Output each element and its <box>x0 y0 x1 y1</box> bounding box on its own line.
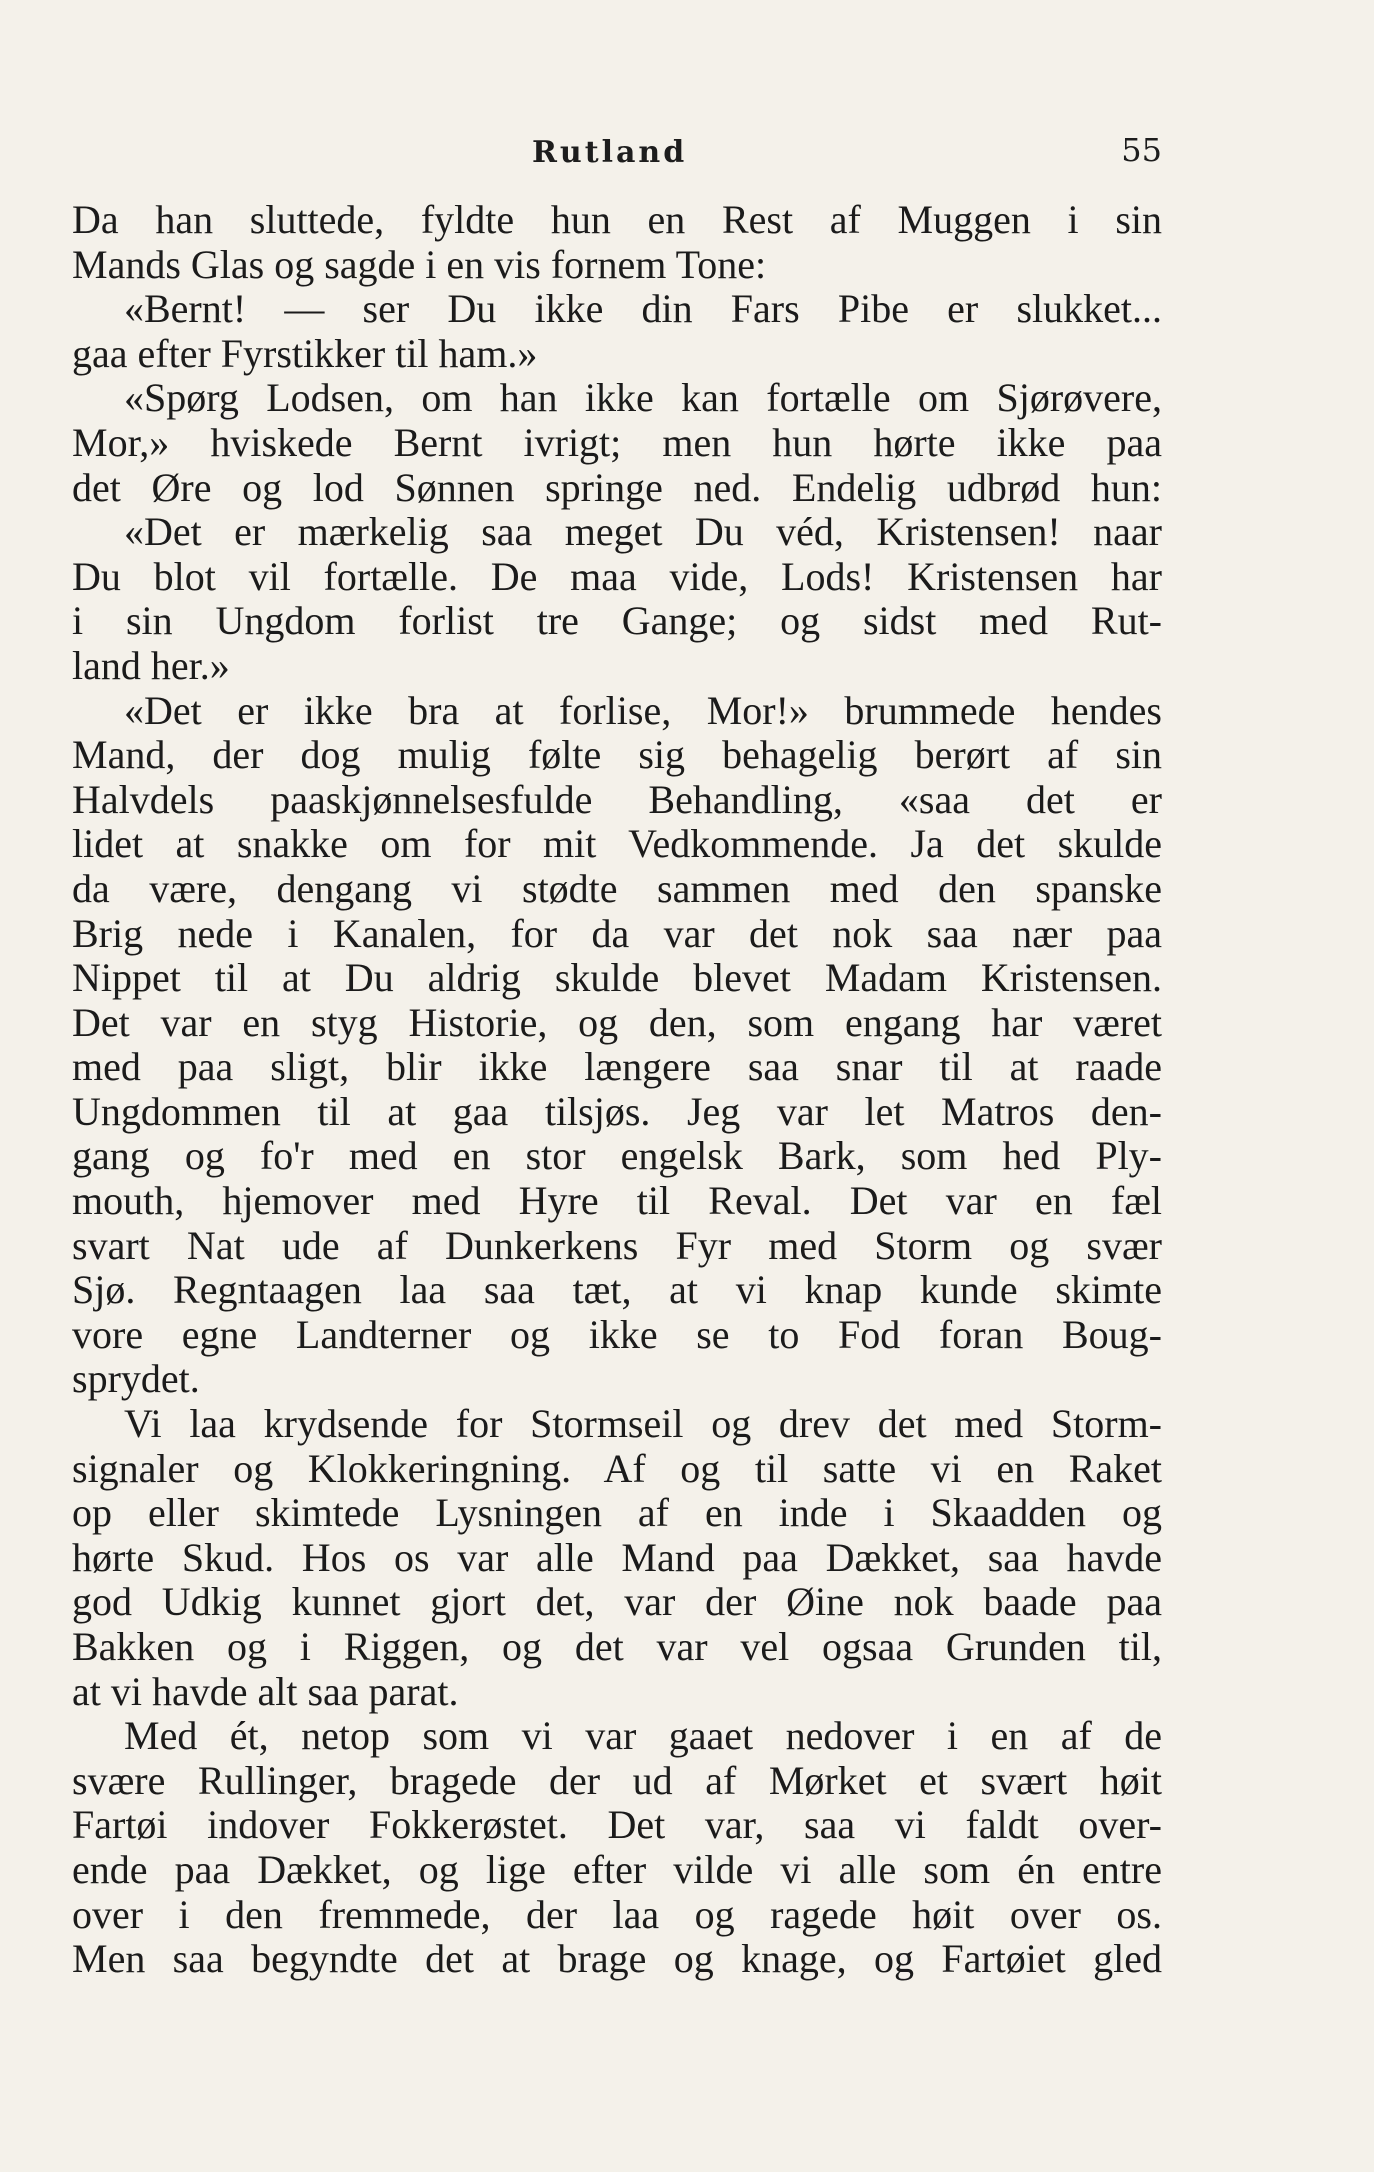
text-line: Med ét, netop som vi var gaaet nedover i en af de <box>124 1713 1162 1759</box>
text-line: Mand, der dog mulig følte sig behagelig berørt af sin <box>72 732 1162 778</box>
text-line: i sin Ungdom forlist tre Gange; og sidst med Rut- <box>72 598 1162 644</box>
text-line: Vi laa krydsende for Stormseil og drev det med Storm- <box>124 1401 1162 1447</box>
text-line: vore egne Landterner og ikke se to Fod foran Boug- <box>72 1311 1162 1357</box>
text-line: over i den fremmede, der laa og ragede høit over os. <box>72 1891 1162 1937</box>
text-line: sprydet. <box>72 1356 200 1402</box>
text-line: ende paa Dækket, og lige efter vilde vi alle som én entre <box>72 1846 1162 1892</box>
text-line: Halvdels paaskjønnelsesfulde Behandling, «saa det er <box>72 776 1162 822</box>
running-title: Rutland <box>532 135 688 170</box>
text-line: svære Rullinger, bragede der ud af Mørket et svært høit <box>72 1757 1162 1803</box>
text-line: hørte Skud. Hos os var alle Mand paa Dækket, saa havde <box>72 1534 1162 1580</box>
text-line: Bakken og i Riggen, og det var vel ogsaa Grunden til, <box>72 1624 1162 1669</box>
text-line: Da han sluttede, fyldte hun en Rest af Muggen i sin <box>72 197 1162 242</box>
text-line: det Øre og lod Sønnen springe ned. Endelig udbrød hun: <box>72 464 1162 510</box>
text-line: god Udkig kunnet gjort det, var der Øine nok baade paa <box>72 1579 1162 1625</box>
text-line: land her.» <box>72 642 230 688</box>
text-line: Nippet til at Du aldrig skulde blevet Madam Kristensen. <box>72 955 1162 1001</box>
text-line: «Det er mærkelig saa meget Du véd, Kristensen! naar <box>124 509 1162 555</box>
text-line: gang og fo'r med en stor engelsk Bark, som hed Ply- <box>72 1133 1162 1179</box>
page-header <box>72 131 1162 175</box>
text-line: at vi havde alt saa parat. <box>72 1668 459 1714</box>
text-line: da være, dengang vi stødte sammen med den spanske <box>72 865 1162 911</box>
body-text <box>72 198 1162 1982</box>
text-line: «Bernt! — ser Du ikke din Fars Pibe er slukket... <box>124 286 1162 332</box>
text-line: op eller skimtede Lysningen af en inde i Skaadden og <box>72 1490 1162 1536</box>
text-line: Fartøi indover Fokkerøstet. Det var, saa vi faldt over- <box>72 1802 1162 1848</box>
text-line: «Det er ikke bra at forlise, Mor!» brummede hendes <box>124 687 1162 733</box>
text-line: Mor,» hviskede Bernt ivrigt; men hun hørte ikke paa <box>72 419 1162 465</box>
text-line: Sjø. Regntaagen laa saa tæt, at vi knap kunde skimte <box>72 1267 1162 1313</box>
text-line: Det var en styg Historie, og den, som engang har været <box>72 999 1162 1045</box>
page-number: 55 <box>1121 131 1162 169</box>
text-line: Men saa begyndte det at brage og knage, og Fartøiet gled <box>72 1936 1162 1982</box>
text-line: signaler og Klokkeringning. Af og til satte vi en Raket <box>72 1445 1162 1491</box>
text-line: Du blot vil fortælle. De maa vide, Lods! Kristensen har <box>72 553 1162 599</box>
text-line: Mands Glas og sagde i en vis fornem Tone: <box>72 241 767 287</box>
text-line: mouth, hjemover med Hyre til Reval. Det var en fæl <box>72 1178 1162 1224</box>
text-line: Ungdommen til at gaa tilsjøs. Jeg var let Matros den- <box>72 1088 1162 1134</box>
text-line: med paa sligt, blir ikke længere saa snar til at raade <box>72 1044 1162 1090</box>
text-line: Brig nede i Kanalen, for da var det nok saa nær paa <box>72 910 1162 956</box>
text-line: lidet at snakke om for mit Vedkommende. Ja det skulde <box>72 821 1162 867</box>
text-line: gaa efter Fyrstikker til ham.» <box>72 330 538 376</box>
text-line: «Spørg Lodsen, om han ikke kan fortælle om Sjørøvere, <box>124 375 1162 421</box>
text-line: svart Nat ude af Dunkerkens Fyr med Storm og svær <box>72 1222 1162 1268</box>
